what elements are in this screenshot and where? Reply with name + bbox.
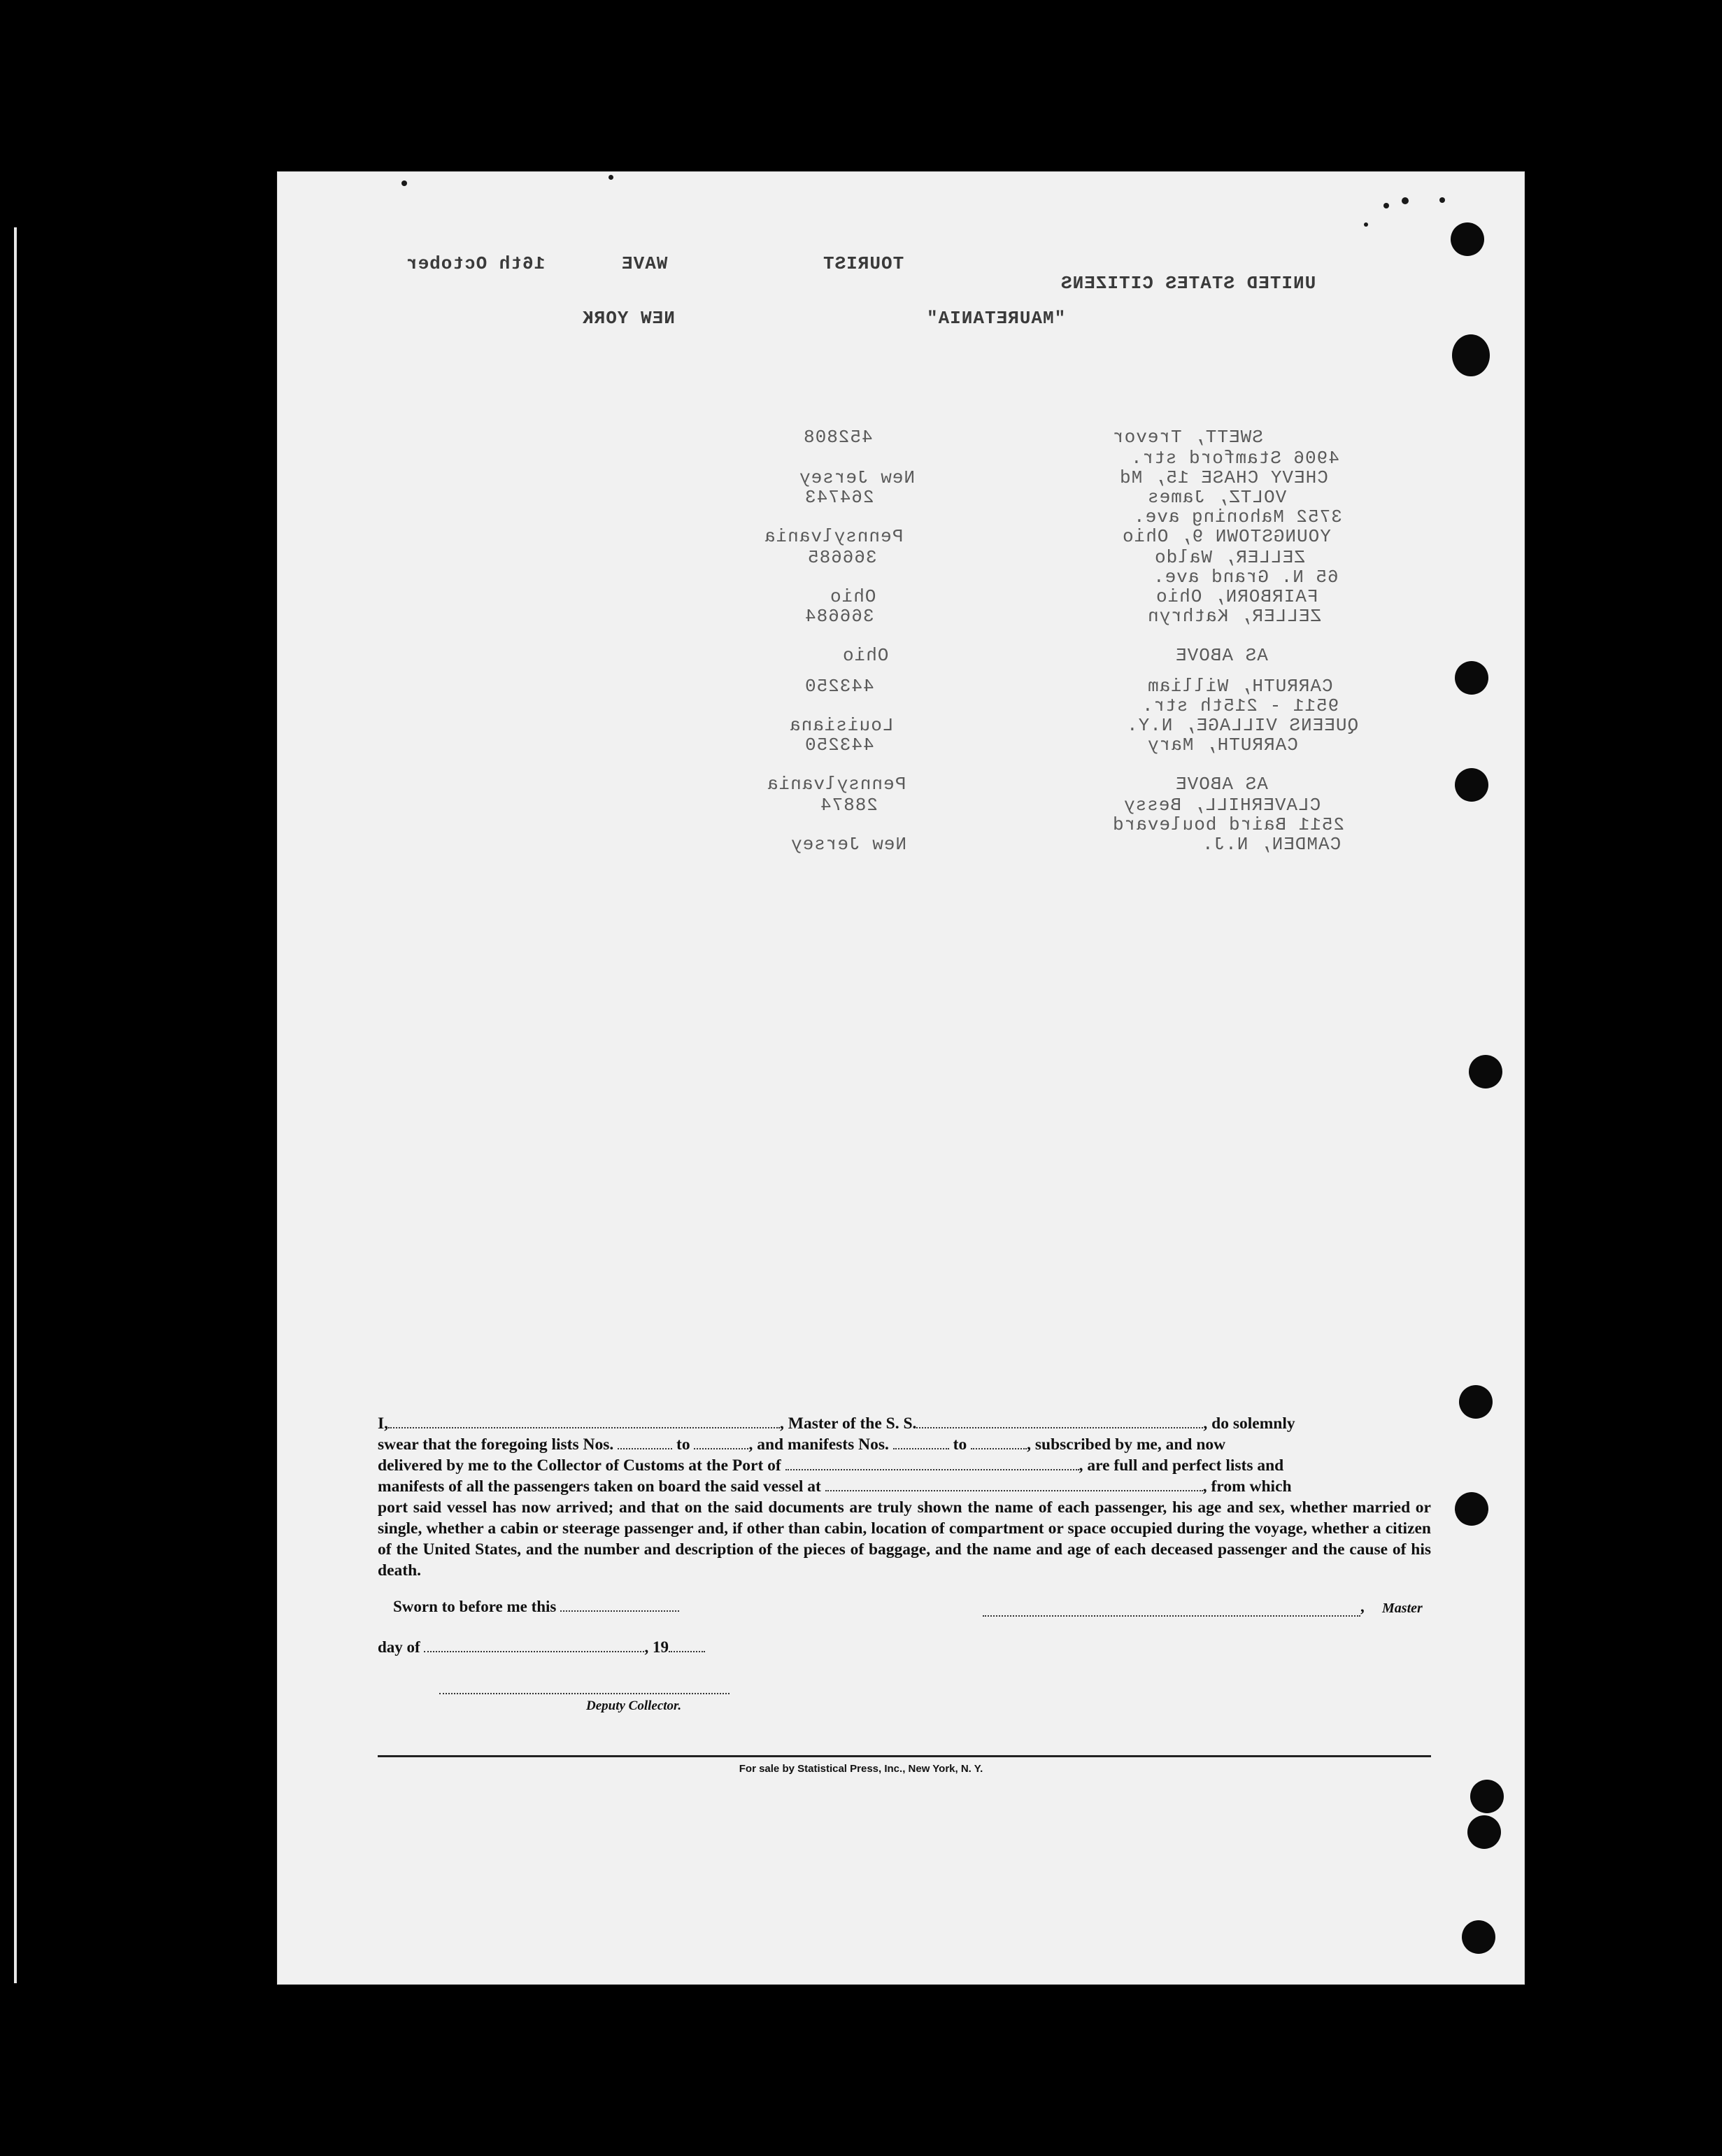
binder-hole bbox=[1459, 1385, 1493, 1419]
film-edge-line bbox=[14, 227, 17, 1983]
certificate-line-4 bbox=[378, 1476, 1431, 1497]
ink-speck bbox=[1383, 203, 1389, 208]
year-prefix: , 19 bbox=[644, 1638, 669, 1656]
cert-i: I, bbox=[378, 1414, 389, 1433]
ink-speck bbox=[1402, 197, 1409, 204]
ghost-entry: Pennsylvania bbox=[767, 774, 906, 795]
ghost-header-class: TOURIST bbox=[823, 253, 904, 274]
master-signature-field[interactable] bbox=[983, 1601, 1360, 1617]
ghost-entry: 443250 bbox=[804, 676, 874, 697]
ghost-entry: New Jersey bbox=[790, 834, 907, 855]
manifest-no-to-field[interactable] bbox=[971, 1435, 1027, 1449]
ghost-entry: SWETT, Trevor bbox=[1112, 427, 1263, 448]
binder-hole bbox=[1452, 334, 1490, 376]
ghost-entry: CHEVY CHASE 15, Md bbox=[1119, 467, 1328, 488]
ghost-entry: 9511 - 215th str. bbox=[1141, 695, 1339, 716]
ghost-header-port: NEW YORK bbox=[582, 308, 675, 329]
year-field[interactable] bbox=[669, 1638, 705, 1652]
certificate-line-1 bbox=[378, 1413, 1431, 1434]
day-of-field[interactable] bbox=[424, 1638, 644, 1652]
ghost-entry: AS ABOVE bbox=[1175, 645, 1268, 666]
deputy-label: Deputy Collector. bbox=[586, 1698, 682, 1713]
master-label: Master bbox=[1382, 1601, 1423, 1616]
ghost-entry: 28874 bbox=[820, 795, 878, 816]
cert-from-which: , from which bbox=[1202, 1477, 1292, 1496]
ghost-entry: Louisiana bbox=[789, 715, 894, 736]
footer-rule bbox=[378, 1755, 1431, 1757]
ghost-entry: QUEENS VILLAGE, N.Y. bbox=[1126, 715, 1359, 736]
ink-speck bbox=[609, 175, 613, 180]
ghost-entry: CARRUTH, Mary bbox=[1147, 735, 1298, 756]
day-of-label: day of bbox=[378, 1638, 420, 1656]
master-name-field[interactable] bbox=[388, 1414, 780, 1428]
binder-hole bbox=[1455, 1492, 1488, 1526]
ghost-entry: 366684 bbox=[804, 606, 874, 627]
certificate-line-3 bbox=[378, 1455, 1431, 1476]
ghost-header-vessel: "MAURETANIA" bbox=[926, 308, 1066, 329]
master-comma: , bbox=[1360, 1598, 1365, 1615]
cert-subscribed: , subscribed by me, and now bbox=[1027, 1435, 1226, 1454]
ink-speck bbox=[1364, 222, 1368, 227]
list-no-to-field[interactable] bbox=[694, 1435, 748, 1449]
cert-are-full: , are full and perfect lists and bbox=[1079, 1456, 1284, 1475]
ghost-header-citizens: UNITED STATES CITIZENS bbox=[1060, 273, 1316, 294]
sworn-day-field[interactable] bbox=[560, 1598, 679, 1612]
ghost-entry: New Jersey bbox=[799, 467, 916, 488]
ghost-entry: 443250 bbox=[804, 735, 874, 756]
binder-hole bbox=[1455, 661, 1488, 695]
ghost-entry: CAMDEN, N.J. bbox=[1202, 834, 1342, 855]
sworn-label: Sworn to before me this bbox=[393, 1598, 557, 1615]
ink-speck bbox=[1439, 197, 1445, 203]
certificate-line-2 bbox=[378, 1434, 1431, 1455]
cert-do-solemnly: , do solemnly bbox=[1203, 1414, 1295, 1433]
ghost-entry: VOLTZ, James bbox=[1147, 487, 1287, 508]
list-no-from-field[interactable] bbox=[618, 1435, 672, 1449]
binder-hole bbox=[1470, 1780, 1504, 1813]
cert-delivered: delivered by me to the Collector of Customs at the Port of bbox=[378, 1456, 781, 1475]
ghost-entry: 4906 Stamford str. bbox=[1130, 448, 1339, 469]
ghost-entry: 65 N. Grand ave. bbox=[1153, 567, 1339, 588]
ghost-entry: Pennsylvania bbox=[764, 526, 904, 547]
cert-swear: swear that the foregoing lists Nos. bbox=[378, 1435, 614, 1454]
cert-manifests-all: manifests of all the passengers taken on board the said vessel at bbox=[378, 1477, 821, 1496]
ghost-header-class-code: WAVE bbox=[621, 253, 668, 274]
cert-to-1: to bbox=[676, 1435, 690, 1454]
manifest-page bbox=[277, 171, 1525, 1985]
ghost-entry: 2511 Baird boulevard bbox=[1112, 814, 1345, 835]
ink-speck bbox=[401, 180, 407, 186]
cert-master-of-ss: , Master of the S. S. bbox=[780, 1414, 917, 1433]
ghost-entry: 452808 bbox=[803, 427, 873, 448]
vessel-name-field[interactable] bbox=[916, 1414, 1203, 1428]
ghost-entry: ZELLER, Waldo bbox=[1154, 547, 1305, 568]
ghost-entry: FAIRBORN, Ohio bbox=[1155, 586, 1318, 607]
deputy-signature-field[interactable] bbox=[439, 1679, 730, 1694]
day-of-line bbox=[378, 1638, 705, 1657]
binder-hole bbox=[1451, 222, 1484, 256]
ghost-entry: Ohio bbox=[830, 586, 876, 607]
ghost-entry: 366685 bbox=[807, 547, 877, 568]
ghost-entry: CLAVERHILL, Bessy bbox=[1123, 795, 1321, 816]
binder-hole bbox=[1469, 1055, 1502, 1088]
ghost-header-date: 16th October bbox=[406, 253, 546, 274]
manifest-no-from-field[interactable] bbox=[893, 1435, 949, 1449]
ghost-entry: CARRUTH, William bbox=[1147, 676, 1333, 697]
certificate-text bbox=[378, 1413, 1431, 1581]
ghost-entry: YOUNGSTOWN 9, Ohio bbox=[1122, 526, 1331, 547]
ghost-entry: 264743 bbox=[804, 487, 874, 508]
binder-hole bbox=[1455, 768, 1488, 802]
binder-hole bbox=[1467, 1815, 1501, 1849]
cert-and-manifests: , and manifests Nos. bbox=[748, 1435, 889, 1454]
port-of-arrival-field[interactable] bbox=[785, 1456, 1079, 1470]
printer-imprint: For sale by Statistical Press, Inc., New York, N. Y. bbox=[739, 1763, 983, 1775]
ghost-entry: Ohio bbox=[842, 645, 889, 666]
ghost-entry: ZELLER, Kathryn bbox=[1147, 606, 1322, 627]
ghost-entry: AS ABOVE bbox=[1175, 774, 1268, 795]
binder-hole bbox=[1462, 1920, 1495, 1954]
ghost-entry: 3752 Mahoning ave. bbox=[1133, 506, 1342, 527]
port-of-departure-field[interactable] bbox=[825, 1477, 1203, 1491]
sworn-line bbox=[393, 1598, 679, 1616]
certificate-body: port said vessel has now arrived; and that on the said documents are truly shown the name of each passenger, his age and sex, whether married or single, whether a cabin or steerage passenger and, if other than cabin, location of compartment or space occupied during the voyage, whether a citizen of the United States, and the number and description of the pieces of baggage, and the name and age of each deceased passenger and the cause of his death. bbox=[378, 1498, 1431, 1580]
cert-to-2: to bbox=[953, 1435, 967, 1454]
